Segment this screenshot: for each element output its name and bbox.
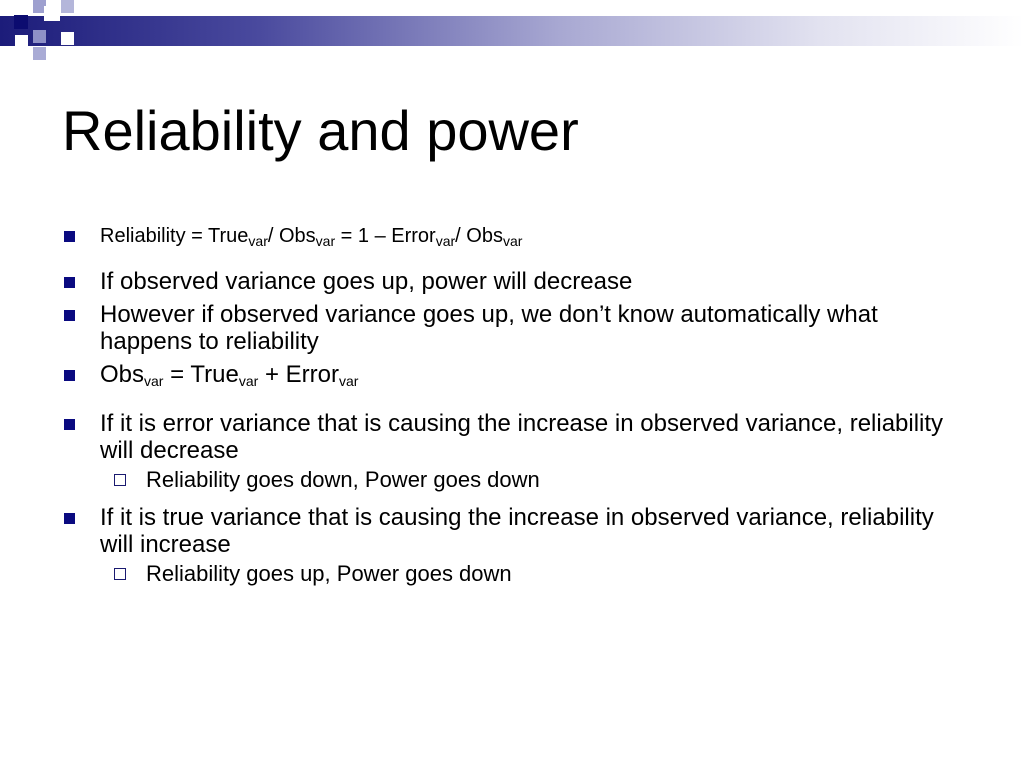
bullet-item (62, 268, 972, 295)
square-bullet-icon (64, 231, 75, 242)
equation-text: Reliability = True (100, 225, 249, 247)
sub-bullet-item (62, 466, 972, 494)
deco-square (33, 30, 46, 43)
equation-subscript: var (238, 373, 259, 389)
deco-square (14, 15, 28, 29)
bullet-item (62, 222, 972, 250)
bullet-item (62, 410, 972, 464)
bullet-item (62, 504, 972, 558)
equation-text: + Error (258, 361, 339, 388)
square-bullet-icon (64, 513, 75, 524)
equation-subscript: var (315, 233, 336, 249)
equation-text: / Obs (267, 225, 316, 247)
bullet-text: If observed variance goes up, power will decrease (100, 268, 633, 295)
bullet-text: If it is true variance that is causing the increase in observed variance, reliability will increase (100, 504, 934, 558)
equation-subscript: var (144, 373, 164, 389)
equation-text: = True (163, 361, 239, 388)
square-bullet-icon (64, 277, 75, 288)
hollow-square-bullet-icon (114, 568, 126, 580)
deco-square (15, 35, 28, 48)
observed-equation (100, 361, 358, 388)
sub-bullet-item (62, 560, 972, 588)
bullet-text: If it is error variance that is causing the increase in observed variance, reliability will decrease (100, 410, 944, 464)
deco-square (61, 32, 74, 45)
equation-text: Obs (100, 361, 145, 388)
bullet-item (62, 301, 972, 355)
deco-square (33, 47, 46, 60)
equation-subscript: var (338, 373, 359, 389)
slide-title: Reliability and power (62, 99, 579, 162)
slide-body (62, 222, 972, 588)
square-bullet-icon (64, 370, 75, 381)
sub-bullet-text: Reliability goes down, Power goes down (146, 467, 540, 492)
equation-text: = 1 – Error (335, 225, 436, 247)
square-bullet-icon (64, 419, 75, 430)
deco-square (61, 0, 74, 13)
square-bullet-icon (64, 310, 75, 321)
bullet-text: However if observed variance goes up, we don’t know automatically what happens to reliability (100, 301, 878, 355)
hollow-square-bullet-icon (114, 474, 126, 486)
equation-subscript: var (435, 233, 456, 249)
equation-subscript: var (248, 233, 268, 249)
equation-subscript: var (502, 233, 523, 249)
sub-bullet-text: Reliability goes up, Power goes down (146, 561, 512, 586)
equation-text: / Obs (455, 225, 503, 247)
bullet-item (62, 361, 972, 388)
deco-square (44, 6, 60, 21)
gradient-band (0, 16, 1024, 46)
reliability-equation (100, 225, 522, 247)
